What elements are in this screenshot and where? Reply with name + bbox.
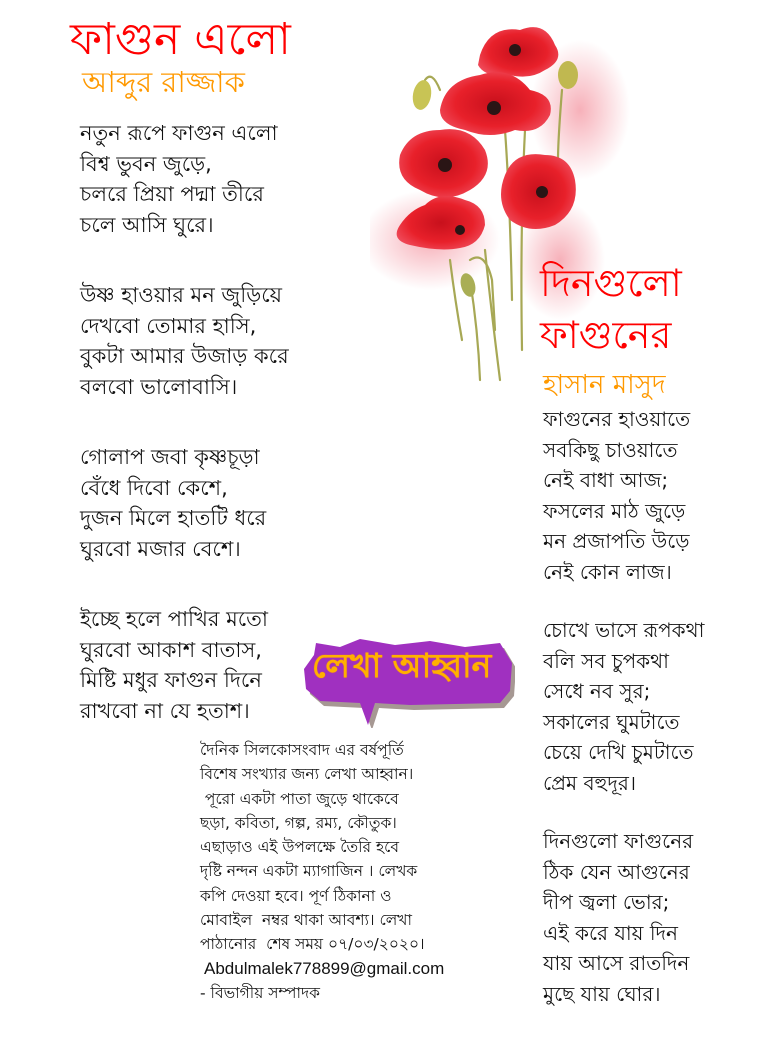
poem-line: মিষ্টি মধুর ফাগুন দিনে xyxy=(80,668,262,692)
poem-line: দুজন মিলে হাতটি ধরে xyxy=(80,506,267,530)
poem-line: বলবো ভালোবাসি। xyxy=(80,374,238,399)
notice-line: মোবাইল নম্বর থাকা আবশ্য। লেখা xyxy=(200,911,412,930)
poem-line: ফাগুনের হাওয়াতে xyxy=(543,407,691,431)
poem-line: দীপ জ্বলা ভোর; xyxy=(543,890,670,914)
poem-line: বেঁধে দিবো কেশে, xyxy=(80,475,228,500)
poem-line: উষ্ণ হাওয়ার মন জুড়িয়ে xyxy=(80,283,283,307)
contact-email[interactable]: Abdulmalek778899@gmail.com xyxy=(204,958,445,978)
notice-line: ছড়া, কবিতা, গল্প, রম্য, কৌতুক। xyxy=(200,813,397,832)
poem-line: এই করে যায় দিন xyxy=(543,920,678,945)
stanza xyxy=(80,442,289,564)
stanza xyxy=(543,615,704,798)
poem-line: চেয়ে দেখি চুমটাতে xyxy=(543,740,694,764)
notice-line: দৈনিক সিলকোসংবাদ এর বর্ষপূর্তি xyxy=(200,741,404,759)
poem-line: নেই কোন লাজ। xyxy=(543,559,672,584)
poem-line: প্রেম বহুদূর। xyxy=(543,770,637,795)
notice-line: দৃষ্টি নন্দন একটা ম্যাগাজিন । লেখক xyxy=(200,862,418,881)
poem-line: ঘুরবো মজার বেশে। xyxy=(80,536,241,561)
signature: - বিভাগীয় সম্পাদক xyxy=(200,983,320,1002)
poem-line: গোলাপ জবা কৃষ্ণচূড়া xyxy=(80,445,260,469)
poem-line: চলরে প্রিয়া পদ্মা তীরে xyxy=(80,182,264,206)
poem-line: নতুন রূপে ফাগুন এলো xyxy=(80,121,278,145)
right-poem-body xyxy=(543,404,704,1037)
poem-line: রাখবো না যে হতাশ। xyxy=(80,698,250,723)
poem-line: বলি সব চুপকথা xyxy=(543,648,669,673)
poem-line: ঘুরবো আকাশ বাতাস, xyxy=(80,637,262,662)
notice-line: বিশেষ সংখ্যার জন্য লেখা আহ্বান। xyxy=(200,765,414,784)
poem-line: ইচ্ছে হলে পাখির মতো xyxy=(80,607,269,631)
stanza xyxy=(80,118,289,240)
right-poem-title-line1: দিনগুলো xyxy=(540,261,682,305)
poem-line: সকালের ঘুমটাতে xyxy=(543,709,680,734)
poem-line: মন প্রজাপতি উড়ে xyxy=(543,529,690,553)
stanza xyxy=(543,826,704,1009)
poem-line: ঠিক যেন আগুনের xyxy=(543,859,690,884)
right-poem-title-line2: ফাগুনের xyxy=(540,313,672,357)
stanza xyxy=(543,404,704,587)
badge-label: লেখা আহ্বান xyxy=(312,646,492,685)
poem-line: যায় আসে রাতদিন xyxy=(543,951,690,975)
notice-line: এছাড়াও এই উপলক্ষে তৈরি হবে xyxy=(200,838,399,857)
poem-line: দেখবো তোমার হাসি, xyxy=(80,313,257,338)
poem-line: চলে আসি ঘুরে। xyxy=(80,212,214,237)
poem-line: সেধে নব সুর; xyxy=(543,679,651,703)
left-poem-title: ফাগুন এলো xyxy=(70,14,291,65)
left-poem-author: আব্দুর রাজ্জাক xyxy=(82,65,245,99)
stanza xyxy=(80,604,289,726)
poem-line: ফসলের মাঠ জুড়ে xyxy=(543,498,686,523)
poem-line: চোখে ভাসে রূপকথা xyxy=(543,618,705,642)
poem-line: মুছে যায় ঘোর। xyxy=(543,981,661,1006)
call-for-writing-badge xyxy=(300,633,515,728)
right-poem-title xyxy=(540,257,682,361)
poem-line: বিশ্ব ভুবন জুড়ে, xyxy=(80,151,212,176)
notice-line: পূরো একটা পাতা জুড়ে থাকেবে xyxy=(200,789,399,808)
stanza xyxy=(80,280,289,402)
poem-line: সবকিছু চাওয়াতে xyxy=(543,437,678,462)
notice-line: কপি দেওয়া হবে। পূর্ণ ঠিকানা ও xyxy=(200,886,392,905)
call-for-writing-notice xyxy=(200,738,444,1005)
notice-line: পাঠানোর শেষ সময় ০৭/০৩/২০২০। xyxy=(200,935,425,954)
right-poem-author: হাসান মাসুদ xyxy=(543,370,666,400)
left-poem-body xyxy=(80,118,289,766)
poem-line: বুকটা আমার উজাড় করে xyxy=(80,344,289,368)
poem-line: দিনগুলো ফাগুনের xyxy=(543,829,694,853)
poem-line: নেই বাধা আজ; xyxy=(543,468,669,492)
